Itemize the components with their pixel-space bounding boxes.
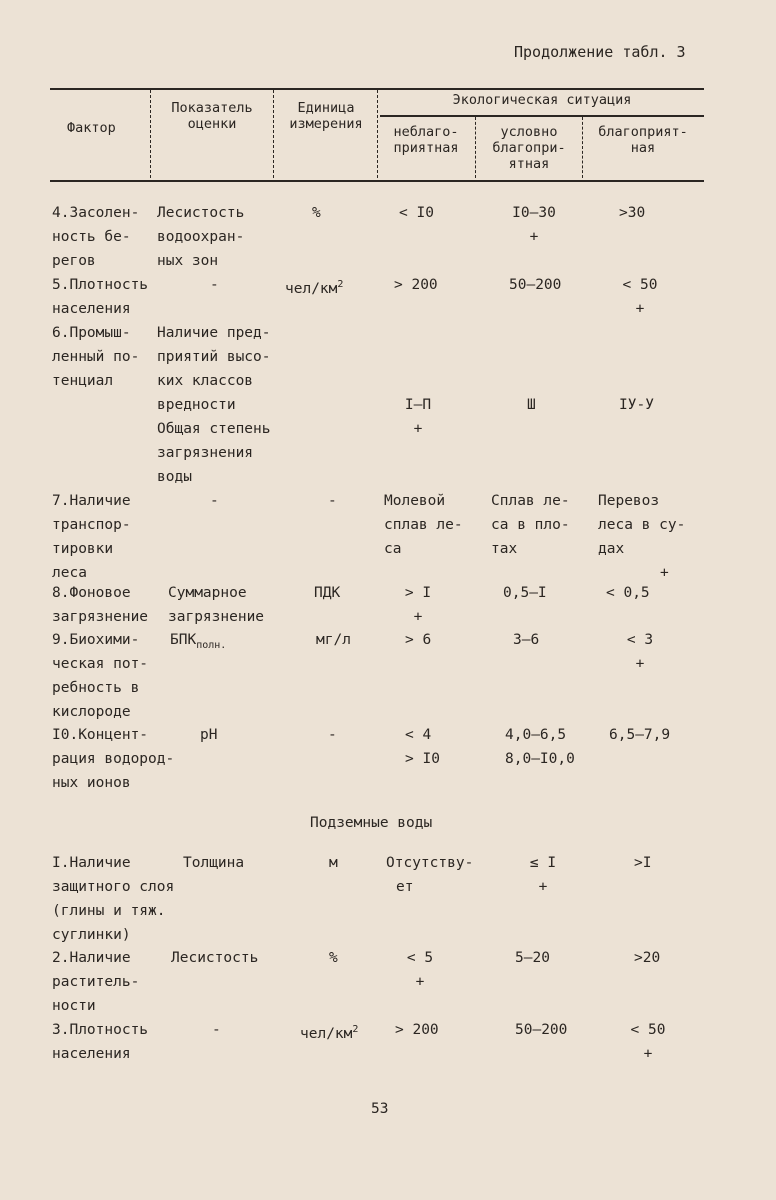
ground1-factor: I.Наличие защитного слоя (глины и тяж. суглинки) <box>52 855 175 943</box>
ground3-favorable: < 50 + <box>630 1022 666 1062</box>
row8-indicator: Суммарное загрязнение <box>168 585 265 625</box>
row8-favorable: < 0,5 <box>606 585 650 601</box>
row10-indicator: pH <box>200 727 218 743</box>
ground2-favorable: >20 <box>634 950 661 966</box>
row6-indicator: Наличие пред- приятий высо- ких классов вредности Общая степень загрязнения воды <box>157 325 271 485</box>
header-eco-situation: Экологическая ситуация <box>452 92 632 108</box>
continuation-label: Продолжение табл. 3 <box>514 43 686 61</box>
ground3-unit: чел/$км^2$ <box>300 1024 359 1042</box>
ground2-factor: 2.Наличие раститель- ности <box>52 950 140 1014</box>
column-divider <box>273 90 274 178</box>
row7-unit: - <box>328 493 337 509</box>
row8-unfavorable: > I + <box>404 585 432 625</box>
header-unfavorable: неблаго- приятная <box>393 124 459 156</box>
row7-unfavorable: Молевой сплав ле- са <box>384 493 463 557</box>
row9-conditional: 3–6 <box>513 632 540 648</box>
row4-favorable: >30 <box>619 205 646 221</box>
header-favorable: благоприят- ная <box>598 124 688 156</box>
ground3-indicator: - <box>212 1022 221 1038</box>
row9-unit: мг/л <box>316 632 351 648</box>
row4-unit: % <box>312 205 321 221</box>
row4-indicator: Лесистость водоохран- ных зон <box>157 205 245 269</box>
header-conditionally-favorable: условно благопри- ятная <box>492 124 566 172</box>
ground1-favorable: >I <box>634 855 652 871</box>
row5-conditional: 50–200 <box>509 277 562 293</box>
row5-unfavorable: > 200 <box>394 277 438 293</box>
ground3-unfavorable: > 200 <box>395 1022 439 1038</box>
ground2-indicator: Лесистость <box>171 950 259 966</box>
table-header-bottom-rule <box>50 180 704 182</box>
section-title-groundwater: Подземные воды <box>310 815 433 831</box>
row4-unfavorable: < I0 <box>399 205 434 221</box>
header-factor: Фактор <box>67 120 116 136</box>
row8-unit: ПДК <box>314 585 341 601</box>
column-divider <box>475 117 476 178</box>
ground2-unfavorable: < 5 + <box>406 950 434 990</box>
header-indicator: Показатель оценки <box>171 100 253 132</box>
row10-factor: I0.Концент- рация водород- ных ионов <box>52 727 175 791</box>
row7-favorable: Перевоз леса в су- дах + <box>598 493 686 581</box>
row7-conditional: Сплав ле- са в пло- тах <box>491 493 570 557</box>
ground1-unfavorable: Отсутству- ет <box>386 855 474 895</box>
ground3-factor: 3.Плотность населения <box>52 1022 149 1062</box>
ground1-unit: м <box>329 855 338 871</box>
row10-favorable: 6,5–7,9 <box>609 727 671 743</box>
row6-unfavorable: I–П + <box>404 397 432 437</box>
ground1-indicator: Толщина <box>183 855 245 871</box>
row8-factor: 8.Фоновое загрязнение <box>52 585 149 625</box>
row4-factor: 4.Засолен- ность бе- регов <box>52 205 140 269</box>
row9-unfavorable: > 6 <box>405 632 432 648</box>
ground2-unit: % <box>329 950 338 966</box>
ground2-conditional: 5–20 <box>515 950 550 966</box>
row10-conditional: 4,0–6,5 8,0–I0,0 <box>505 727 575 767</box>
row8-conditional: 0,5–I <box>503 585 547 601</box>
row5-favorable: < 50 + <box>622 277 658 317</box>
ground3-conditional: 50–200 <box>515 1022 568 1038</box>
row9-indicator: $БПК_{полн.}$ <box>170 632 227 651</box>
ground1-conditional: ≤ I + <box>529 855 557 895</box>
row7-indicator: - <box>210 493 219 509</box>
row9-favorable: < 3 + <box>626 632 654 672</box>
row5-indicator: - <box>210 277 219 293</box>
row4-conditional: I0–30 + <box>512 205 556 245</box>
row6-factor: 6.Промыш- ленный по- тенциал <box>52 325 140 389</box>
row5-unit: чел/$км^2$ <box>285 279 344 297</box>
row7-factor: 7.Наличие транспор- тировки леса <box>52 493 131 581</box>
header-unit: Единица измерения <box>289 100 363 132</box>
eco-subheader-rule <box>380 115 704 117</box>
column-divider <box>150 90 151 178</box>
row9-factor: 9.Биохими- ческая пот- ребность в кислороде <box>52 632 149 720</box>
row6-favorable: IУ-У <box>619 397 654 413</box>
row6-conditional: Ш <box>527 397 536 413</box>
row5-factor: 5.Плотность населения <box>52 277 149 317</box>
row10-unit: - <box>328 727 337 743</box>
page-number: 53 <box>371 1101 389 1117</box>
row10-unfavorable: < 4 > I0 <box>405 727 440 767</box>
column-divider <box>582 117 583 178</box>
